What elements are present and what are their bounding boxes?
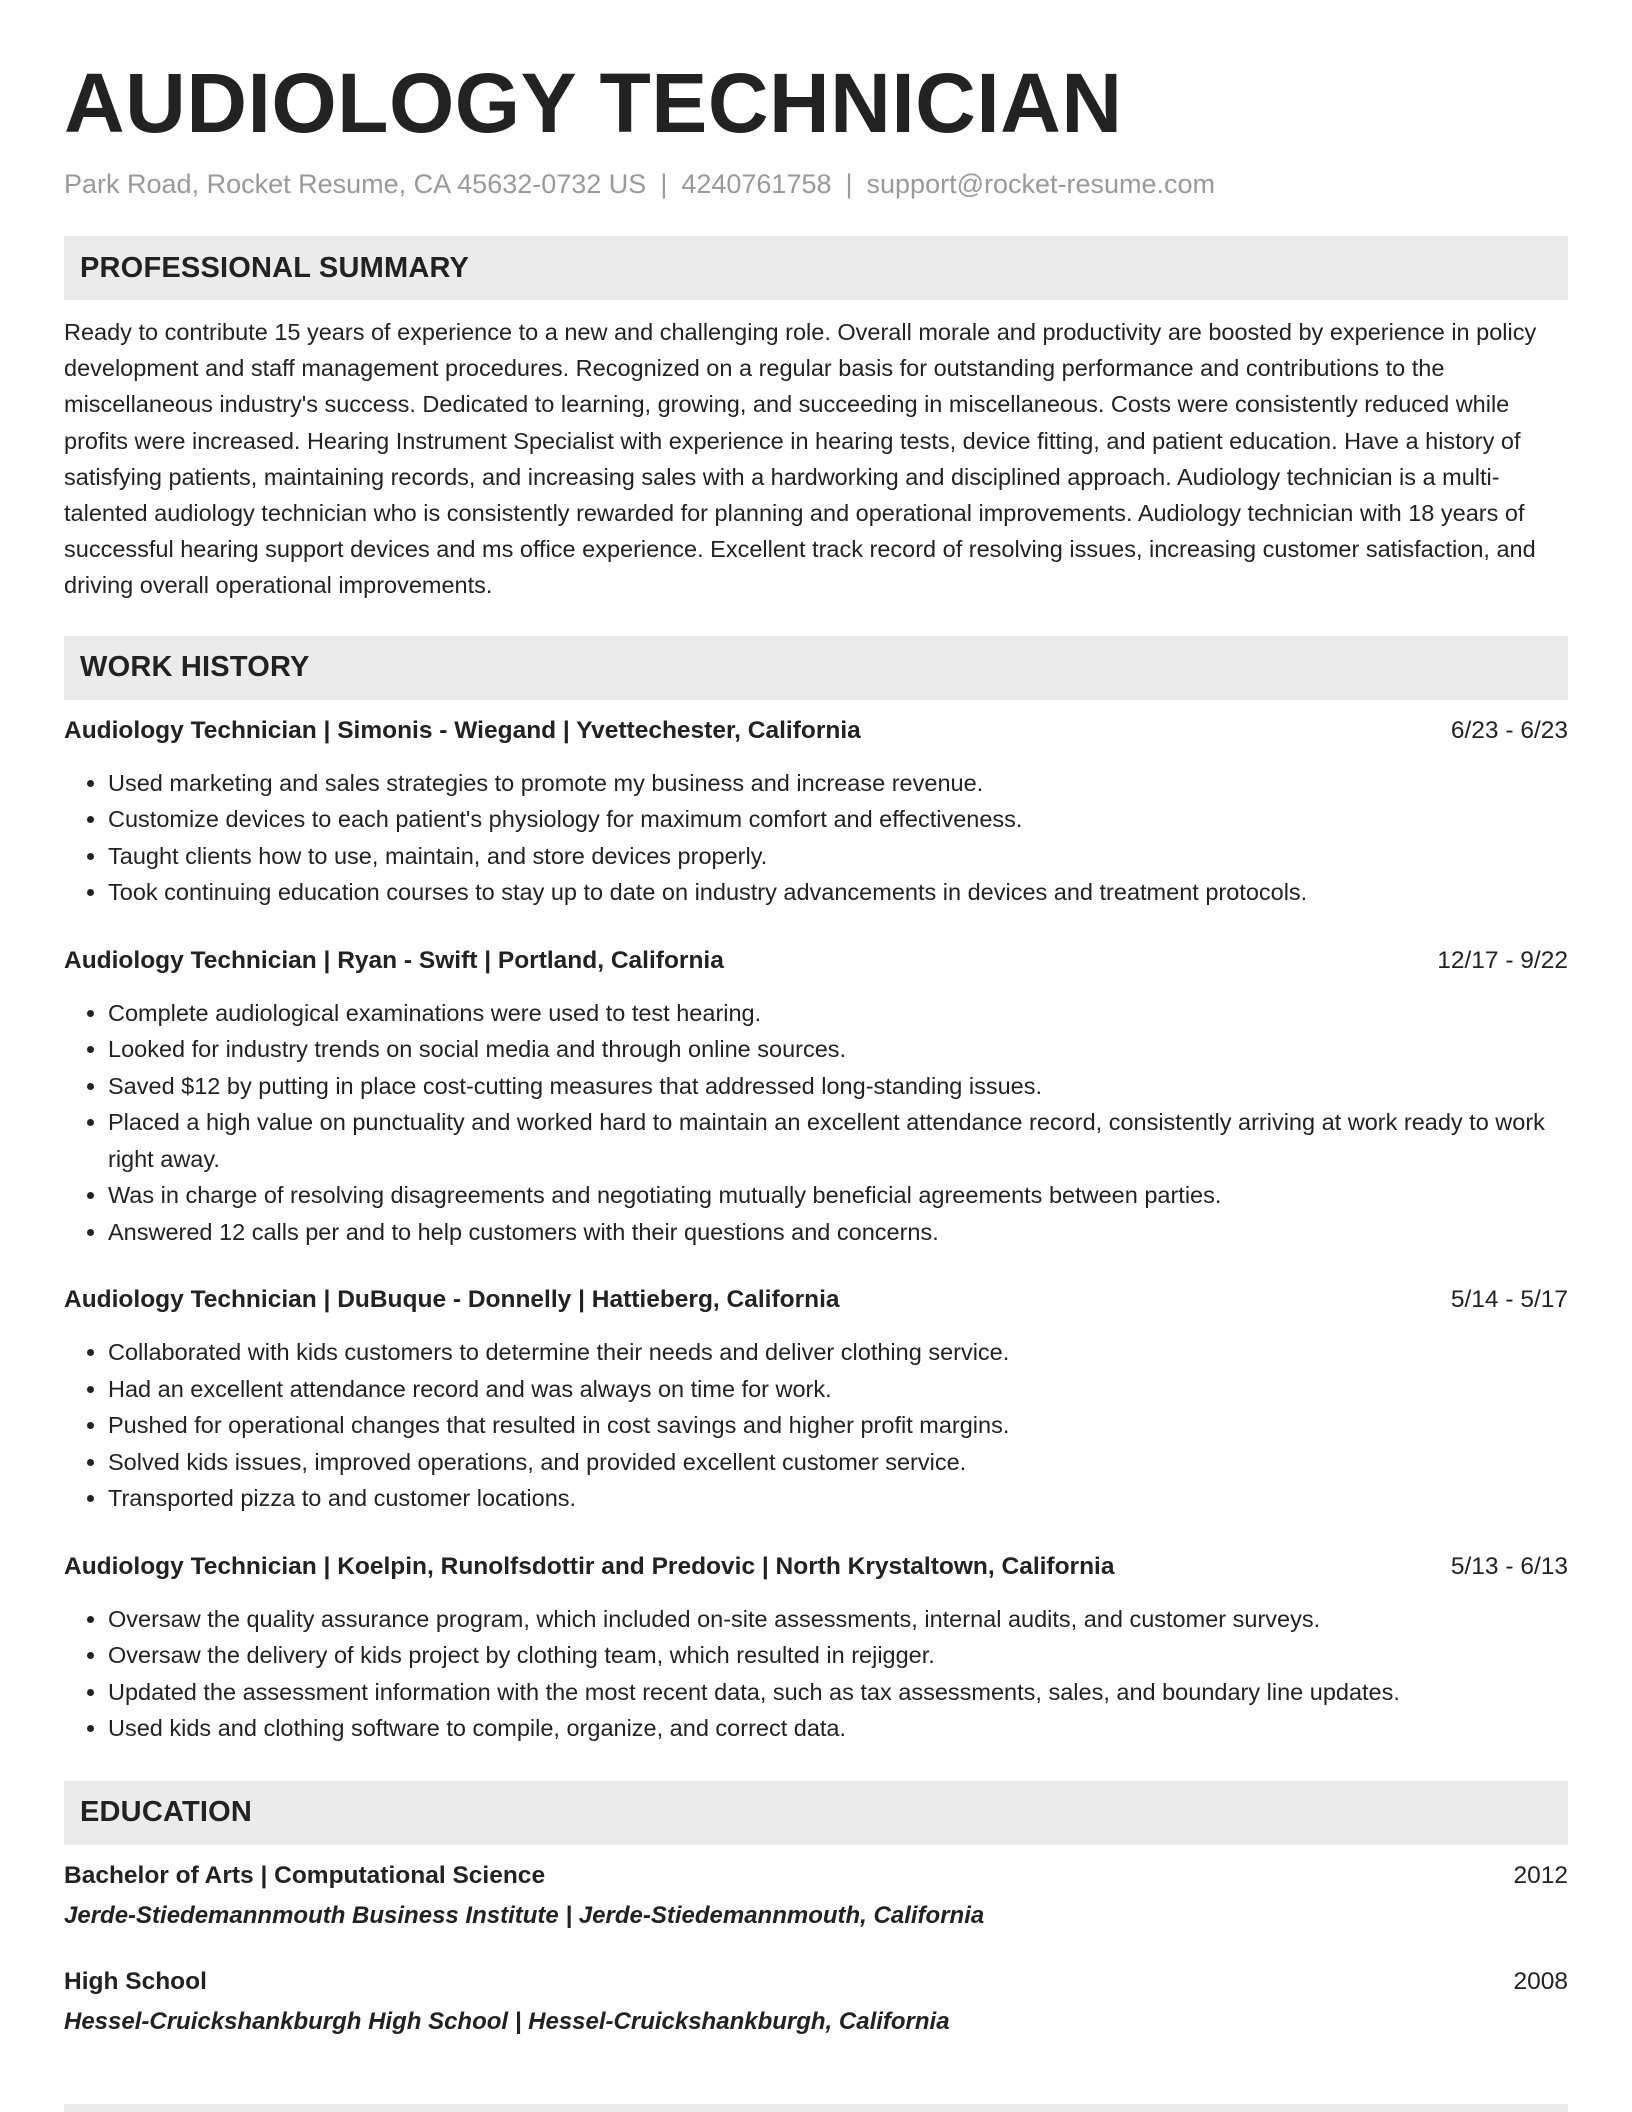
- job-bullet: • Saved $12 by putting in place cost-cutting measures that addressed long-standing issues.: [108, 1068, 1568, 1105]
- job-bullet: • Customize devices to each patient's physiology for maximum comfort and effectiveness.: [108, 801, 1568, 838]
- job-bullet: • Looked for industry trends on social media and through online sources.: [108, 1031, 1568, 1068]
- job-bullet: • Collaborated with kids customers to determine their needs and deliver clothing service.: [108, 1334, 1568, 1371]
- job-bullet: • Pushed for operational changes that resulted in cost savings and higher profit margins.: [108, 1407, 1568, 1444]
- section-heading-work-history: WORK HISTORY: [64, 636, 1568, 700]
- job-bullet: • Used marketing and sales strategies to promote my business and increase revenue.: [108, 765, 1568, 802]
- education-year: 2008: [1513, 1967, 1568, 1995]
- education-degree: High School: [64, 1967, 207, 1995]
- job-entry: [64, 713, 1568, 911]
- job-bullets: [64, 765, 1568, 911]
- job-bullet: • Taught clients how to use, maintain, and store devices properly.: [108, 838, 1568, 875]
- education-entry: [64, 1858, 1568, 1934]
- section-heading-summary: PROFESSIONAL SUMMARY: [64, 236, 1568, 300]
- job-bullet: • Solved kids issues, improved operations, and provided excellent customer service.: [108, 1444, 1568, 1481]
- job-bullet: • Placed a high value on punctuality and worked hard to maintain an excellent attendance record, consistently arriving at work ready to work right away.: [108, 1104, 1568, 1177]
- job-dates: 6/23 - 6/23: [1450, 716, 1568, 744]
- job-entry: [64, 1282, 1568, 1517]
- job-bullet: • Updated the assessment information with the most recent data, such as tax assessments, sales, and boundary line updates.: [108, 1674, 1568, 1711]
- resume-name: AUDIOLOGY TECHNICIAN: [64, 56, 1123, 150]
- contact-line: [64, 166, 1568, 202]
- education-header: [64, 1858, 1568, 1894]
- contact-phone: 4240761758: [681, 169, 832, 199]
- job-dates: 5/14 - 5/17: [1450, 1286, 1568, 1314]
- job-bullet: • Oversaw the quality assurance program, which included on-site assessments, internal audits, and customer surveys.: [108, 1601, 1568, 1638]
- contact-address: Park Road, Rocket Resume, CA 45632-0732 US: [64, 169, 647, 199]
- job-bullets: [64, 1334, 1568, 1517]
- job-bullet: • Answered 12 calls per and to help customers with their questions and concerns.: [108, 1214, 1568, 1251]
- summary-text: Ready to contribute 15 years of experience to a new and challenging role. Overall morale and productivity are boosted by experience in policy development and staff management procedures. Recognized on a regular basis for outstanding performance and contributions to the miscellaneous industry's success. Dedicated to learning, growing, and succeeding in miscellaneous. Costs were consistently reduced while profits were increased. Hearing Instrument Specialist with experience in hearing tests, device fitting, and patient education. Have a history of satisfying patients, maintaining records, and increasing sales with a hardworking and disciplined approach. Audiology technician is a multi-talented audiology technician who is consistently rewarded for planning and operational improvements. Audiology technician with 18 years of successful hearing support devices and ms office experience. Excellent track record of resolving issues, increasing customer satisfaction, and driving overall operational improvements.: [64, 319, 1537, 599]
- job-bullet: • Transported pizza to and customer locations.: [108, 1480, 1568, 1517]
- education-entry: [64, 1964, 1568, 2040]
- job-bullet: • Was in charge of resolving disagreements and negotiating mutually beneficial agreements between parties.: [108, 1177, 1568, 1214]
- education-school: Hessel-Cruickshankburgh High School | Hessel-Cruickshankburgh, California: [64, 2007, 950, 2035]
- resume-page: [64, 50, 1568, 2040]
- bottom-divider: [64, 2104, 1568, 2112]
- contact-separator: |: [660, 169, 668, 199]
- job-title: Audiology Technician | DuBuque - Donnelly | Hattieberg, California: [64, 1286, 840, 1314]
- job-header: [64, 1282, 1568, 1318]
- job-title: Audiology Technician | Simonis - Wiegand | Yvettechester, California: [64, 716, 861, 744]
- education-school: Jerde-Stiedemannmouth Business Institute | Jerde-Stiedemannmouth, California: [64, 1901, 985, 1929]
- job-bullet: • Complete audiological examinations were used to test hearing.: [108, 995, 1568, 1032]
- job-title: Audiology Technician | Koelpin, Runolfsdottir and Predovic | North Krystaltown, California: [64, 1552, 1115, 1580]
- job-header: [64, 1549, 1568, 1585]
- job-header: [64, 713, 1568, 749]
- job-bullet: • Took continuing education courses to stay up to date on industry advancements in devices and treatment protocols.: [108, 874, 1568, 911]
- education-year: 2012: [1513, 1861, 1568, 1889]
- job-header: [64, 943, 1568, 979]
- education-header: [64, 1964, 1568, 2000]
- job-bullets: [64, 1601, 1568, 1747]
- job-bullet: • Used kids and clothing software to compile, organize, and correct data.: [108, 1710, 1568, 1747]
- job-title: Audiology Technician | Ryan - Swift | Portland, California: [64, 946, 724, 974]
- contact-separator: |: [845, 169, 853, 199]
- job-bullets: [64, 995, 1568, 1251]
- contact-email: support@rocket-resume.com: [866, 169, 1216, 199]
- job-dates: 5/13 - 6/13: [1450, 1552, 1568, 1580]
- job-dates: 12/17 - 9/22: [1437, 946, 1568, 974]
- job-entry: [64, 943, 1568, 1251]
- section-heading-education: EDUCATION: [64, 1781, 1568, 1845]
- education-degree: Bachelor of Arts | Computational Science: [64, 1861, 546, 1889]
- job-bullet: • Had an excellent attendance record and was always on time for work.: [108, 1371, 1568, 1408]
- job-entry: [64, 1549, 1568, 1747]
- job-bullet: • Oversaw the delivery of kids project by clothing team, which resulted in rejigger.: [108, 1637, 1568, 1674]
